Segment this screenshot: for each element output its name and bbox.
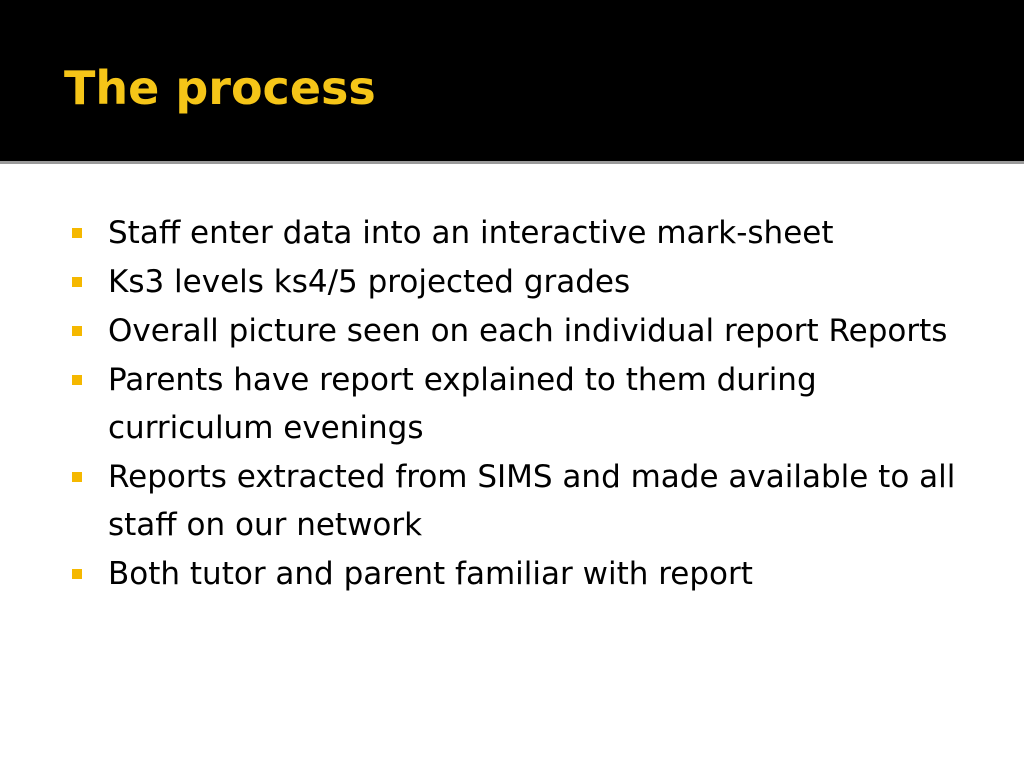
bullet-text: Overall picture seen on each individual report Reports [108,313,948,349]
bullet-text: Reports extracted from SIMS and made available to all staff on our network [108,459,956,543]
bullet-item [72,356,972,452]
title-bar [0,0,1024,160]
square-bullet-icon [72,472,82,482]
bullet-item [72,453,972,549]
square-bullet-icon [72,375,82,385]
bullet-text: Staff enter data into an interactive mark-sheet [108,215,834,251]
bullet-text: Both tutor and parent familiar with report [108,556,753,592]
bullet-text: Parents have report explained to them during curriculum evenings [108,362,817,446]
square-bullet-icon [72,569,82,579]
slide-title: The process [64,61,376,115]
square-bullet-icon [72,277,82,287]
slide-content [0,167,1024,768]
bullet-item [72,209,972,257]
bullet-item [72,307,972,355]
square-bullet-icon [72,228,82,238]
bullet-item [72,550,972,598]
bullet-text: Ks3 levels ks4/5 projected grades [108,264,631,300]
bullet-item [72,258,972,306]
square-bullet-icon [72,326,82,336]
bullet-list [72,209,972,599]
